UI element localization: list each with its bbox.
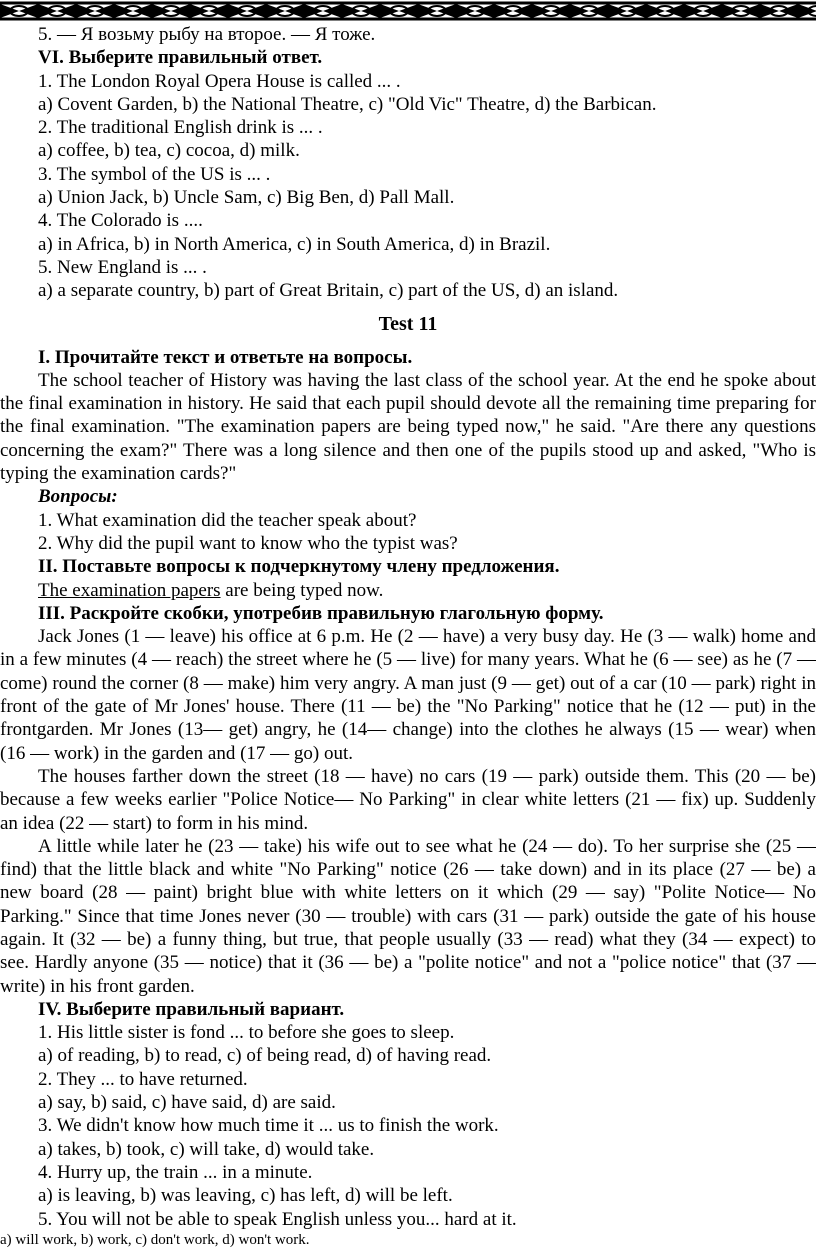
part4-line: 4. Hurry up, the train ... in a minute. [38,1161,313,1183]
part4-last-line: a) will work, b) work, c) don't work, d) won't work. [0,1231,310,1248]
prev-line: a) Covent Garden, b) the National Theatre, c) "Old Vic" Theatre, d) the Barbican. [38,93,657,115]
part4-line: 1. His little sister is fond ... to before she goes to sleep. [38,1022,455,1044]
part3-paragraph: A little while later he (23 — take) his wife out to see what he (24 — do). To her surprise she (25 — find) that the little black and white "No Parking" notice (26 — take down) and in its place (27 — be) a new board (28 — paint) bright blue with white letters on it which (29 — say) "Polite Notice— No Parking." Since that time Jones never (30 — trouble) with cars (31 — park) outside the gate of his house again. It (32 — be) a funny thing, but true, that people usually (33 — read) what they (34 — expect) to see. Hardly anyone (35 — notice) that it (36 — be) a "polite notice" and not a "police notice" that (37 — write) in his front garden. [0,835,816,997]
part3-paragraph: Jack Jones (1 — leave) his office at 6 p.m. He (2 — have) a very busy day. He (3 — walk) home and in a few minutes (4 — reach) the street where he (5 — live) for many years. What he (6 — see) as he (7 — come) round the corner (8 — make) him very angry. A man just (9 — get) out of a car (10 — park) right in front of the gate of Mr Jones' house. There (11 — be) the "No Parking" notice that he (12 — put) in the frontgarden. Mr Jones (13— get) angry, he (14— change) into the clothes he always (15 — wear) when (16 — work) in the garden and (17 — go) out. [0,626,816,764]
part4-line: 5. You will not be able to speak English unless you... hard at it. [38,1208,517,1230]
prev-line: a) coffee, b) tea, c) cocoa, d) milk. [38,140,300,162]
question: 2. Why did the pupil want to know who the typist was? [38,532,458,554]
zigzag-border-icon [0,0,816,22]
part4-line: a) of reading, b) to read, c) of being read, d) of having read. [38,1045,492,1067]
part4-line: a) takes, b) took, c) will take, d) would take. [38,1138,375,1160]
part2-sentence [0,579,816,602]
sentence-rest: are being typed now. [220,579,384,601]
part4-line: 2. They ... to have returned. [38,1068,248,1090]
test-title: Test 11 [378,312,438,335]
prev-line: 4. The Colorado is .... [38,210,203,232]
part1-text: The school teacher of History was having the last class of the school year. At the end he spoke about the final examination in history. He said that each pupil should devote all the remaining time preparing for the final examination. "The examination papers are being typed now," he said. "Are there any questions concerning the exam?" There was a long silence and then one of the pupils stood up and asked, "Who is typing the examination cards?" [0,369,816,485]
part1-heading: I. Прочитайте текст и ответьте на вопросы. [38,346,413,368]
part2-heading: II. Поставьте вопросы к подчеркнутому члену предложения. [38,556,560,578]
prev-line: a) in Africa, b) in North America, c) in South America, d) in Brazil. [38,233,551,255]
underlined-phrase: The examination papers [38,579,221,601]
decorative-border [0,0,816,22]
section-vi-heading: VI. Выберите правильный ответ. [38,47,323,69]
question: 1. What examination did the teacher speak about? [38,509,417,531]
part4-line: a) is leaving, b) was leaving, c) has left, d) will be left. [38,1185,453,1207]
part3-paragraph: The houses farther down the street (18 — have) no cars (19 — park) outside them. This (20 — be) because a few weeks earlier "Police Notice— No Parking" in clear white letters (21 — fix) up. Suddenly an idea (22 — start) to form in his mind. [0,765,816,834]
part4-heading: IV. Выберите правильный вариант. [38,998,345,1020]
prev-line: a) Union Jack, b) Uncle Sam, c) Big Ben, d) Pall Mall. [38,187,455,209]
document-page [0,23,816,1249]
prev-line: 3. The symbol of the US is ... . [38,163,271,185]
questions-label: Вопросы: [38,486,118,508]
part3-heading: III. Раскройте скобки, употребив правильную глагольную форму. [38,602,604,624]
prev-line: 1. The London Royal Opera House is called ... . [38,70,401,92]
prev-line: a) a separate country, b) part of Great Britain, c) part of the US, d) an island. [38,280,619,302]
prev-line: 2. The traditional English drink is ... . [38,117,323,139]
part4-line: 3. We didn't know how much time it ... us to finish the work. [38,1115,499,1137]
prev-line: 5. New England is ... . [38,256,207,278]
prev-item-5: 5. — Я возьму рыбу на второе. — Я тоже. [38,24,376,45]
part4-line: a) say, b) said, c) have said, d) are said. [38,1092,336,1114]
